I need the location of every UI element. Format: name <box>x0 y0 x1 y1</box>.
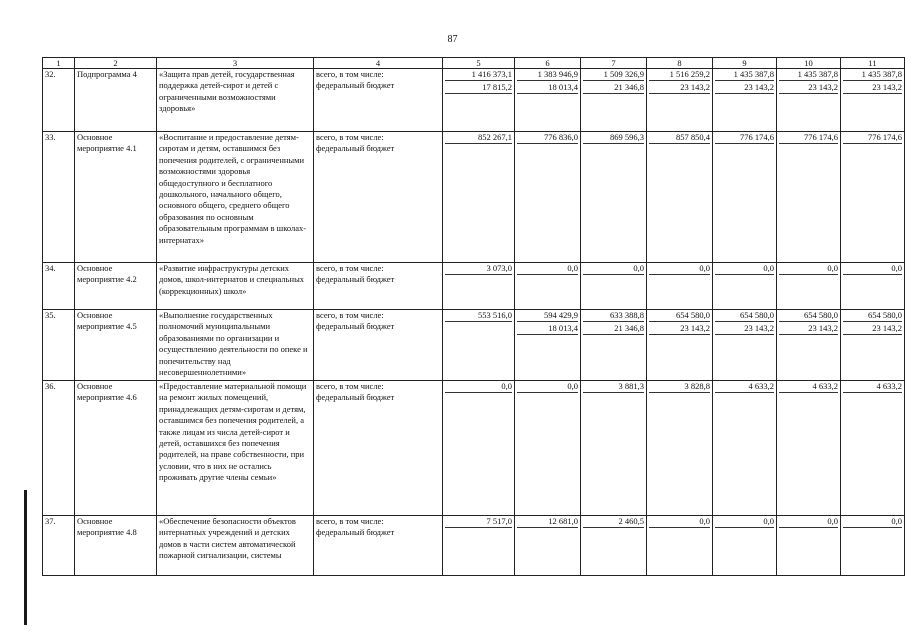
event-description: «Предоставление материальной помощи на ремонт жилых помещений, принадлежащих детям-сиротам и детям, оставшимся без попечения родителей, а также лицам из числа детей-сирот и детей, оставшихся без попечения родителей, на праве собственности, при условии, что в них не остались проживать другие члены семьи» <box>157 381 314 516</box>
page-number: 87 <box>447 34 458 45</box>
amount-cell <box>647 516 713 576</box>
event-name: Основное мероприятие 4.6 <box>75 381 157 516</box>
amount-federal <box>517 276 578 287</box>
amount-federal <box>517 145 578 156</box>
amount-cell <box>443 69 515 132</box>
row-number: 32. <box>43 69 75 132</box>
amount-total: 0,0 <box>843 263 902 275</box>
amount-federal <box>445 276 512 287</box>
amount-cell <box>581 263 647 310</box>
amount-total: 7 517,0 <box>445 516 512 528</box>
amount-federal: 18 013,4 <box>517 82 578 94</box>
amount-cell <box>777 310 841 381</box>
amount-total: 1 383 946,9 <box>517 69 578 81</box>
amount-federal: 18 013,4 <box>517 323 578 335</box>
column-number: 7 <box>581 58 647 69</box>
amount-cell <box>647 381 713 516</box>
amount-total: 776 174,6 <box>715 132 774 144</box>
amount-total: 654 580,0 <box>715 310 774 322</box>
column-number: 11 <box>841 58 905 69</box>
amount-cell <box>713 516 777 576</box>
amount-total: 776 174,6 <box>843 132 902 144</box>
amount-federal <box>715 394 774 405</box>
amount-total: 3 881,3 <box>583 381 644 393</box>
funding-source-federal: федеральный бюджет <box>316 143 395 154</box>
amount-total: 594 429,9 <box>517 310 578 322</box>
amount-federal <box>583 145 644 156</box>
amount-federal <box>649 145 710 156</box>
amount-federal <box>445 529 512 540</box>
column-number: 4 <box>314 58 443 69</box>
amount-total: 1 435 387,8 <box>715 69 774 81</box>
amount-total: 0,0 <box>715 516 774 528</box>
amount-federal: 23 143,2 <box>649 323 710 335</box>
amount-cell <box>841 381 905 516</box>
amount-cell <box>647 310 713 381</box>
amount-total: 0,0 <box>445 381 512 393</box>
amount-total: 0,0 <box>779 516 838 528</box>
amount-total: 1 416 373,1 <box>445 69 512 81</box>
column-number: 3 <box>157 58 314 69</box>
amount-cell <box>515 69 581 132</box>
amount-total: 0,0 <box>649 263 710 275</box>
table-row <box>43 381 905 516</box>
amount-cell <box>713 310 777 381</box>
amount-cell <box>777 132 841 263</box>
amount-total: 4 633,2 <box>779 381 838 393</box>
event-name: Основное мероприятие 4.1 <box>75 132 157 263</box>
amount-federal <box>843 529 902 540</box>
amount-total: 776 174,6 <box>779 132 838 144</box>
event-description: «Выполнение государственных полномочий муниципальными образованиями по организации и осуществлению деятельности по опеке и попечительству над несовершеннолетними» <box>157 310 314 381</box>
amount-total: 633 388,8 <box>583 310 644 322</box>
column-number: 10 <box>777 58 841 69</box>
table-row <box>43 132 905 263</box>
amount-cell <box>581 516 647 576</box>
column-number: 6 <box>515 58 581 69</box>
amount-federal <box>779 394 838 405</box>
funding-source-federal: федеральный бюджет <box>316 321 395 332</box>
row-number: 36. <box>43 381 75 516</box>
amount-federal <box>715 145 774 156</box>
amount-cell <box>647 132 713 263</box>
amount-cell <box>713 69 777 132</box>
amount-total: 776 836,0 <box>517 132 578 144</box>
amount-cell <box>581 132 647 263</box>
funding-source-federal: федеральный бюджет <box>316 80 395 91</box>
amount-cell <box>713 381 777 516</box>
funding-source <box>314 69 443 132</box>
amount-cell <box>443 381 515 516</box>
amount-federal: 23 143,2 <box>843 82 902 94</box>
column-number: 8 <box>647 58 713 69</box>
column-number: 1 <box>43 58 75 69</box>
funding-source-federal: федеральный бюджет <box>316 392 395 403</box>
event-name: Основное мероприятие 4.5 <box>75 310 157 381</box>
row-number: 35. <box>43 310 75 381</box>
amount-cell <box>443 263 515 310</box>
amount-federal <box>843 394 902 405</box>
amount-federal <box>649 276 710 287</box>
amount-federal: 23 143,2 <box>649 82 710 94</box>
table-row <box>43 69 905 132</box>
amount-federal: 17 815,2 <box>445 82 512 94</box>
column-number-row <box>43 58 905 69</box>
amount-total: 1 435 387,8 <box>779 69 838 81</box>
column-number: 9 <box>713 58 777 69</box>
amount-total: 1 435 387,8 <box>843 69 902 81</box>
amount-cell <box>515 516 581 576</box>
table-row <box>43 516 905 576</box>
funding-source <box>314 381 443 516</box>
amount-total: 12 681,0 <box>517 516 578 528</box>
amount-cell <box>841 263 905 310</box>
amount-cell <box>581 69 647 132</box>
funding-source-total: всего, в том числе: <box>316 69 384 79</box>
amount-federal: 23 143,2 <box>715 82 774 94</box>
amount-cell <box>443 132 515 263</box>
amount-total: 0,0 <box>649 516 710 528</box>
amount-federal <box>843 145 902 156</box>
amount-cell <box>777 69 841 132</box>
amount-cell <box>841 516 905 576</box>
amount-federal <box>779 276 838 287</box>
amount-federal <box>649 529 710 540</box>
amount-total: 869 596,3 <box>583 132 644 144</box>
column-number: 2 <box>75 58 157 69</box>
amount-federal <box>445 323 512 334</box>
event-description: «Развитие инфраструктуры детских домов, школ-интернатов и специальных (коррекционных) школ» <box>157 263 314 310</box>
amount-federal <box>445 394 512 405</box>
table-row <box>43 310 905 381</box>
event-name: Подпрограмма 4 <box>75 69 157 132</box>
amount-federal <box>583 529 644 540</box>
funding-source <box>314 132 443 263</box>
amount-cell <box>777 516 841 576</box>
amount-total: 3 073,0 <box>445 263 512 275</box>
funding-source-total: всего, в том числе: <box>316 516 384 526</box>
amount-cell <box>515 132 581 263</box>
row-number: 33. <box>43 132 75 263</box>
funding-source-total: всего, в том числе: <box>316 310 384 320</box>
funding-source-total: всего, в том числе: <box>316 263 384 273</box>
row-number: 34. <box>43 263 75 310</box>
amount-federal <box>517 529 578 540</box>
amount-federal <box>583 394 644 405</box>
amount-total: 0,0 <box>779 263 838 275</box>
table-row <box>43 263 905 310</box>
column-number: 5 <box>443 58 515 69</box>
amount-total: 0,0 <box>517 381 578 393</box>
amount-cell <box>443 516 515 576</box>
amount-cell <box>515 381 581 516</box>
amount-federal: 21 346,8 <box>583 82 644 94</box>
funding-source <box>314 310 443 381</box>
event-name: Основное мероприятие 4.2 <box>75 263 157 310</box>
amount-total: 0,0 <box>715 263 774 275</box>
amount-cell <box>647 69 713 132</box>
funding-source <box>314 263 443 310</box>
budget-table <box>42 57 905 576</box>
amount-total: 553 516,0 <box>445 310 512 322</box>
event-description: «Обеспечение безопасности объектов интернатных учреждений и детских домов в части систем автоматической пожарной сигнализации, системы <box>157 516 314 576</box>
amount-cell <box>841 310 905 381</box>
funding-source-total: всего, в том числе: <box>316 132 384 142</box>
amount-cell <box>647 263 713 310</box>
row-number: 37. <box>43 516 75 576</box>
page-edge-mark <box>24 490 27 625</box>
amount-cell <box>777 263 841 310</box>
amount-cell <box>713 263 777 310</box>
funding-source-federal: федеральный бюджет <box>316 527 395 538</box>
amount-total: 4 633,2 <box>843 381 902 393</box>
event-description: «Защита прав детей, государственная поддержка детей-сирот и детей с ограниченными возможностями здоровья» <box>157 69 314 132</box>
amount-total: 0,0 <box>583 263 644 275</box>
amount-total: 857 850,4 <box>649 132 710 144</box>
amount-total: 1 509 326,9 <box>583 69 644 81</box>
funding-source-total: всего, в том числе: <box>316 381 384 391</box>
amount-federal <box>649 394 710 405</box>
amount-cell <box>515 263 581 310</box>
amount-federal <box>583 276 644 287</box>
amount-cell <box>581 310 647 381</box>
amount-total: 0,0 <box>843 516 902 528</box>
amount-cell <box>777 381 841 516</box>
amount-federal <box>517 394 578 405</box>
amount-federal <box>715 276 774 287</box>
amount-federal <box>715 529 774 540</box>
amount-cell <box>713 132 777 263</box>
amount-total: 654 580,0 <box>843 310 902 322</box>
amount-federal <box>779 145 838 156</box>
event-name: Основное мероприятие 4.8 <box>75 516 157 576</box>
amount-cell <box>841 132 905 263</box>
amount-total: 654 580,0 <box>779 310 838 322</box>
amount-federal <box>779 529 838 540</box>
amount-cell <box>515 310 581 381</box>
amount-cell <box>581 381 647 516</box>
amount-federal: 23 143,2 <box>843 323 902 335</box>
amount-cell <box>841 69 905 132</box>
amount-total: 0,0 <box>517 263 578 275</box>
funding-source <box>314 516 443 576</box>
event-description: «Воспитание и предоставление детям-сиротам и детям, оставшимся без попечения родителей, с ограниченными возможностями здоровья общедоступного и бесплатного дошкольного, начального общего, основного общего, среднего общего образования по основным образовательным программам в школах-интернатах» <box>157 132 314 263</box>
amount-cell <box>443 310 515 381</box>
amount-total: 3 828,8 <box>649 381 710 393</box>
amount-total: 1 516 259,2 <box>649 69 710 81</box>
funding-source-federal: федеральный бюджет <box>316 274 395 285</box>
amount-total: 4 633,2 <box>715 381 774 393</box>
amount-total: 852 267,1 <box>445 132 512 144</box>
amount-federal <box>445 145 512 156</box>
amount-federal: 23 143,2 <box>715 323 774 335</box>
amount-total: 2 460,5 <box>583 516 644 528</box>
amount-federal: 23 143,2 <box>779 82 838 94</box>
amount-total: 654 580,0 <box>649 310 710 322</box>
amount-federal: 23 143,2 <box>779 323 838 335</box>
amount-federal: 21 346,8 <box>583 323 644 335</box>
amount-federal <box>843 276 902 287</box>
